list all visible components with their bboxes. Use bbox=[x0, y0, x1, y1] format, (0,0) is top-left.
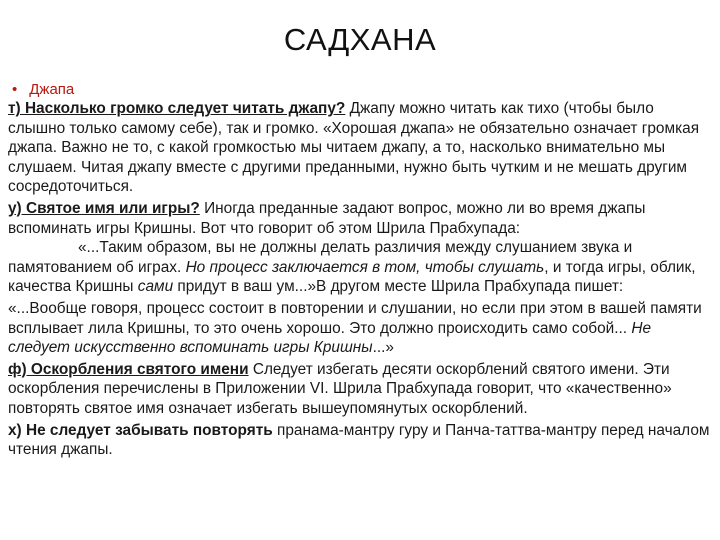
heading-t: т) Насколько громко следует читать джапу? bbox=[8, 100, 346, 117]
quote1-part-c: , и тогда игры, облик, качества Кришны bbox=[8, 258, 696, 296]
text-h: пранама-мантру гуру и Панча-таттва-мантру перед началом чтения джапы. bbox=[8, 421, 710, 459]
quote2-part-b: Не следует искусственно вспоминать игры Кришны bbox=[8, 319, 652, 357]
heading-h: х) Не следует забывать повторять bbox=[8, 421, 273, 439]
quote-2 bbox=[8, 299, 714, 358]
bullet-item-japa bbox=[12, 81, 74, 98]
bullet-text: Джапа bbox=[29, 81, 75, 98]
text-t: Джапу можно читать как тихо (чтобы было слышно только самому себе), так и громко. «Хорошая джапа» не обязательно означает громкая джапа. Важно не то, с какой громкостью мы читаем джапу, а то, насколько внимательно мы слушаем. Читая джапу вместе с другими преданными, нужно быть чутким и не мешать другим сосредоточиться. bbox=[8, 100, 700, 196]
slide-body bbox=[8, 99, 714, 460]
quote1-part-a: «...Таким образом, вы не должны делать различия между слушанием звука и памятованием об играх. bbox=[8, 239, 633, 276]
paragraph-t bbox=[8, 99, 714, 197]
quote1-part-b: Но процесс заключается в том, чтобы слушать bbox=[185, 258, 545, 276]
slide-title: САДХАНА bbox=[283, 22, 437, 57]
text-u: Иногда преданные задают вопрос, можно ли во время джапы вспоминать игры Кришны. Вот что говорит об этом Шрила Прабхупада: bbox=[8, 199, 646, 237]
heading-f: ф) Оскорбления святого имени bbox=[8, 360, 249, 378]
quote2-part-c: ...» bbox=[372, 339, 394, 357]
paragraph-u bbox=[8, 199, 714, 238]
quote-1 bbox=[8, 238, 714, 297]
bullet-dot-icon: • bbox=[12, 81, 18, 98]
heading-u: у) Святое имя или игры? bbox=[8, 199, 200, 217]
text-f: Следует избегать десяти оскорблений святого имени. Эти оскорбления перечислены в Приложении VI. Шрила Прабхупада говорит, что «качественно» повторять святое имя означает избегать вышеупомянутых оскорблений. bbox=[8, 360, 672, 417]
paragraph-f bbox=[8, 360, 714, 419]
quote1-part-d: сами bbox=[137, 278, 174, 296]
quote2-part-a: «...Вообще говоря, процесс состоит в повторении и слушании, но если при этом в вашей памяти всплывает лила Кришны, то это очень хорошо. Это должно происходить само собой... bbox=[8, 299, 702, 337]
quote1-part-e: придут в ваш ум...»В другом месте Шрила Прабхупада пишет: bbox=[173, 278, 624, 296]
paragraph-h bbox=[8, 421, 714, 460]
